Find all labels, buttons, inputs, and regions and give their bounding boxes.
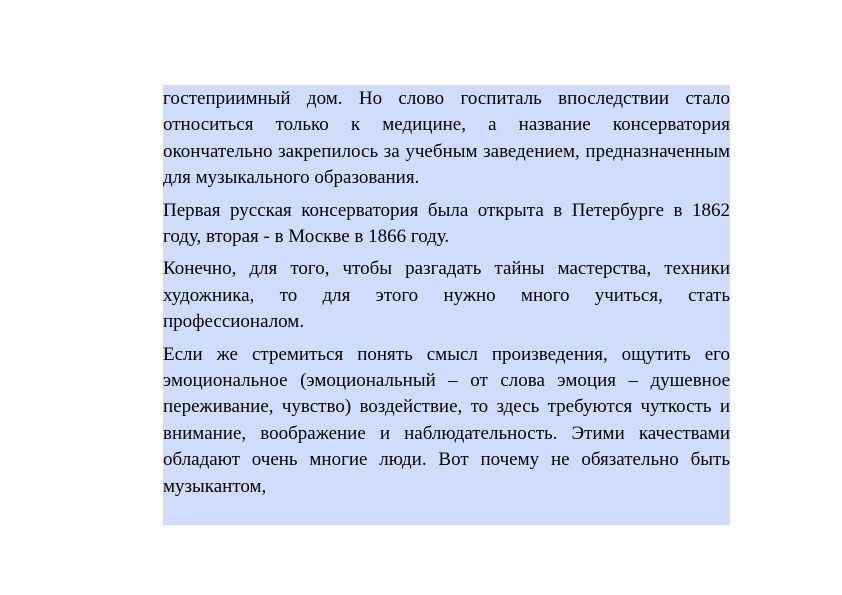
- highlighted-text-block: [163, 85, 730, 525]
- paragraph-1: гостеприимный дом. Но слово госпиталь впоследствии стало относиться только к медицине, а название консерватория окончательно закрепилось за учебным заведением, предназначенным для музыкального образования.: [163, 88, 730, 189]
- paragraph-2: Первая русская консерватория была открыта в Петербурге в 1862 году, вторая - в Москве в 1866 году.: [163, 199, 730, 248]
- paragraph-3: Конечно, для того, чтобы разгадать тайны мастерства, техники художника, то для этого нужно много учиться, стать профессионалом.: [163, 258, 730, 333]
- paragraph-4: Если же стремиться понять смысл произведения, ощутить его эмоциональное (эмоциональный – от слова эмоция – душевное переживание, чувство) воздействие, то здесь требуются чуткость и внимание, воображение и наблюдательность. Этими качествами обладают очень многие люди. Вот почему не обязательно быть музыкантом,: [163, 343, 730, 497]
